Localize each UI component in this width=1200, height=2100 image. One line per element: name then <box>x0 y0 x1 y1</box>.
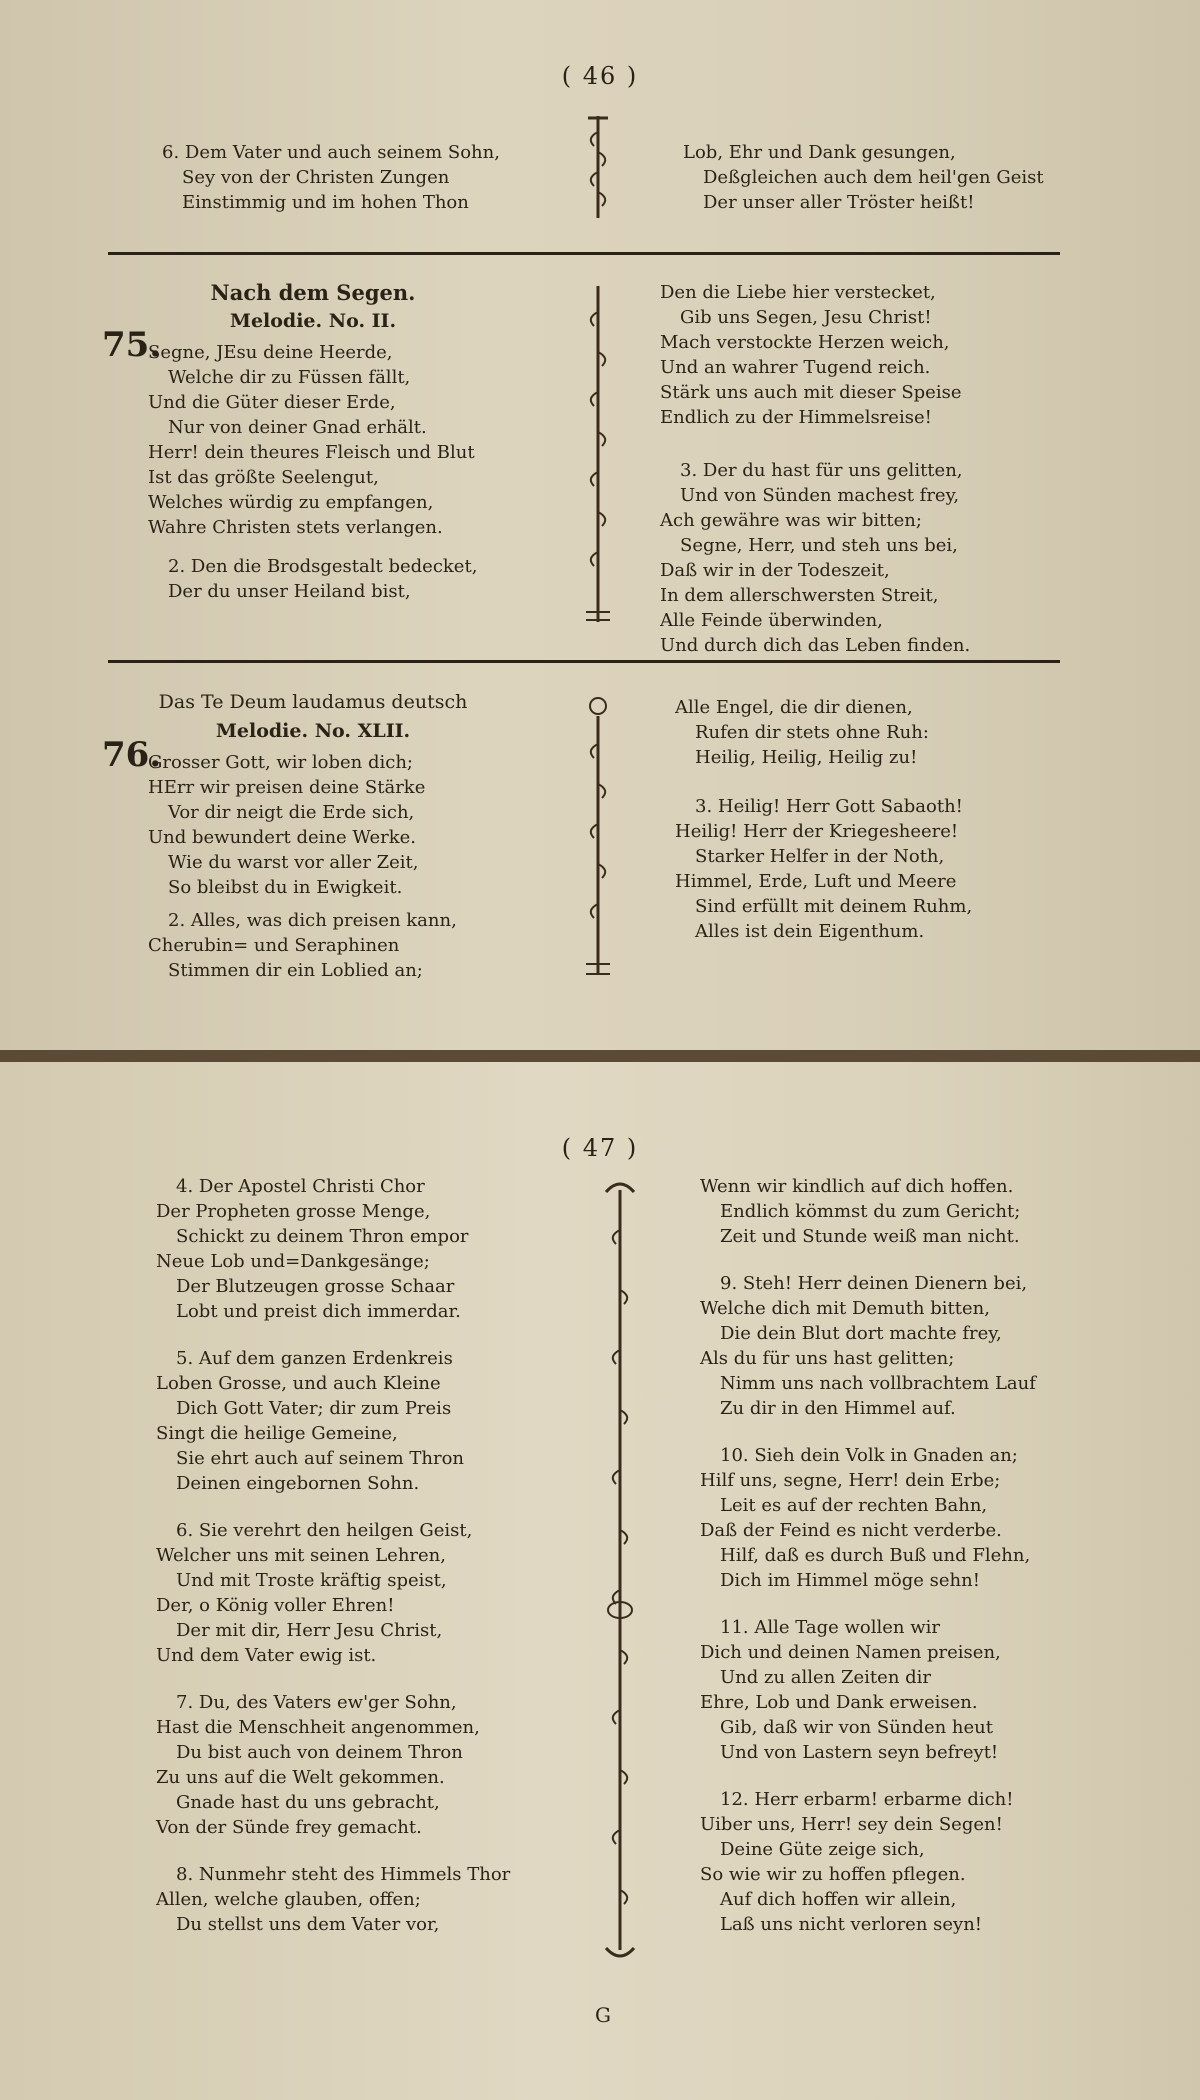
verse-line: Mach verstockte Herzen weich, <box>660 332 950 353</box>
verse-line: Welche dich mit Demuth bitten, <box>700 1298 990 1319</box>
verse-line: Und zu allen Zeiten dir <box>720 1667 932 1688</box>
verse-line: Vor dir neigt die Erde sich, <box>168 802 415 823</box>
verse-line: 11. Alle Tage wollen wir <box>720 1617 940 1638</box>
verse-line: Endlich kömmst du zum Gericht; <box>720 1201 1021 1222</box>
verse-line: Der Blutzeugen grosse Schaar <box>176 1276 455 1297</box>
verse-line: Welcher uns mit seinen Lehren, <box>156 1545 446 1566</box>
verse-line: Sie ehrt auch auf seinem Thron <box>176 1448 465 1469</box>
vine-ornament-icon <box>578 282 618 632</box>
verse-line: Und von Lastern seyn befreyt! <box>720 1742 999 1763</box>
verse-line: Und von Sünden machest frey, <box>680 485 960 506</box>
verse-line: Gib uns Segen, Jesu Christ! <box>680 307 932 328</box>
verse-line: Endlich zu der Himmelsreise! <box>660 407 932 428</box>
verse-line: Wie du warst vor aller Zeit, <box>168 852 419 873</box>
verse-line: Der unser aller Tröster heißt! <box>703 192 975 213</box>
verse-line: Alles ist dein Eigenthum. <box>695 921 925 942</box>
verse-line: Der, o König voller Ehren! <box>156 1595 395 1616</box>
verse-line: Uiber uns, Herr! sey dein Segen! <box>700 1814 1003 1835</box>
verse-line: 6. Sie verehrt den heilgen Geist, <box>176 1520 473 1541</box>
verse-line: Alle Engel, die dir dienen, <box>675 697 913 718</box>
verse-line: Heilig! Herr der Kriegesheere! <box>675 821 959 842</box>
verse-line: 3. Der du hast für uns gelitten, <box>680 460 963 481</box>
verse-line: Und durch dich das Leben finden. <box>660 635 971 656</box>
verse-line: Und mit Troste kräftig speist, <box>176 1570 447 1591</box>
hymn-75-right <box>660 280 970 658</box>
verse-line: Lob, Ehr und Dank gesungen, <box>683 142 956 163</box>
verse-line: Welche dir zu Füssen fällt, <box>168 367 411 388</box>
page-47-right-column <box>700 1174 1036 1937</box>
verse-line: Loben Grosse, und auch Kleine <box>156 1373 441 1394</box>
verse-line: Und an wahrer Tugend reich. <box>660 357 931 378</box>
verse-line: Nimm uns nach vollbrachtem Lauf <box>720 1373 1036 1394</box>
verse-line: Stimmen dir ein Loblied an; <box>168 960 423 981</box>
hymn-76-right <box>675 695 972 944</box>
verse-line: HErr wir preisen deine Stärke <box>148 777 426 798</box>
verse-line: Herr! dein theures Fleisch und Blut <box>148 442 475 463</box>
verse-line: Starker Helfer in der Noth, <box>695 846 945 867</box>
verse-line: Und die Güter dieser Erde, <box>148 392 396 413</box>
verse-line: Wahre Christen stets verlangen. <box>148 517 443 538</box>
verse-line: Cherubin= und Seraphinen <box>148 935 400 956</box>
hymn-title: Nach dem Segen. <box>210 280 416 305</box>
verse-line: Alle Feinde überwinden, <box>660 610 883 631</box>
hymn-number: 76. <box>102 735 162 775</box>
verse-line: 2. Den die Brodsgestalt bedecket, <box>168 556 478 577</box>
vine-ornament-icon <box>600 1180 640 1960</box>
verse-line: Wenn wir kindlich auf dich hoffen. <box>700 1176 1014 1197</box>
hymn-title: Das Te Deum laudamus deutsch <box>158 691 468 713</box>
verse-line: Von der Sünde frey gemacht. <box>156 1817 422 1838</box>
verse-line: In dem allerschwersten Streit, <box>660 585 939 606</box>
verse-line: Daß der Feind es nicht verderbe. <box>700 1520 1002 1541</box>
verse-line: Die dein Blut dort machte frey, <box>720 1323 1002 1344</box>
divider-rule <box>108 252 1060 255</box>
verse-line: Und bewundert deine Werke. <box>148 827 416 848</box>
verse-line: Du stellst uns dem Vater vor, <box>176 1914 440 1935</box>
verse-line: Deine Güte zeige sich, <box>720 1839 925 1860</box>
verse-line: Schickt zu deinem Thron empor <box>176 1226 469 1247</box>
top-verse-right <box>683 140 1044 215</box>
verse-line: Gib, daß wir von Sünden heut <box>720 1717 993 1738</box>
hymn-number: 75. <box>102 325 162 365</box>
page-47 <box>0 1062 1200 2100</box>
verse-line: Ehre, Lob und Dank erweisen. <box>700 1692 978 1713</box>
verse-line: Heilig, Heilig, Heilig zu! <box>695 747 918 768</box>
verse-line: 10. Sieh dein Volk in Gnaden an; <box>720 1445 1018 1466</box>
verse-line: Himmel, Erde, Luft und Meere <box>675 871 957 892</box>
verse-line: Grosser Gott, wir loben dich; <box>148 752 413 773</box>
verse-line: Deßgleichen auch dem heil'gen Geist <box>703 167 1044 188</box>
divider-rule <box>108 660 1060 663</box>
vine-ornament-icon <box>578 112 618 222</box>
verse-line: Rufen dir stets ohne Ruh: <box>695 722 929 743</box>
verse-line: Hilf, daß es durch Buß und Flehn, <box>720 1545 1031 1566</box>
verse-line: Singt die heilige Gemeine, <box>156 1423 398 1444</box>
verse-line: 3. Heilig! Herr Gott Sabaoth! <box>695 796 963 817</box>
verse-line: Leit es auf der rechten Bahn, <box>720 1495 988 1516</box>
verse-line: Laß uns nicht verloren seyn! <box>720 1914 983 1935</box>
verse-line: So bleibst du in Ewigkeit. <box>168 877 403 898</box>
verse-line: Hast die Menschheit angenommen, <box>156 1717 480 1738</box>
verse-line: So wie wir zu hoffen pflegen. <box>700 1864 966 1885</box>
melody-line: Melodie. No. XLII. <box>215 720 411 742</box>
verse-line: Allen, welche glauben, offen; <box>156 1889 421 1910</box>
page-47-left-column <box>156 1174 510 1937</box>
verse-line: 12. Herr erbarm! erbarme dich! <box>720 1789 1014 1810</box>
verse-line: Deinen eingebornen Sohn. <box>176 1473 420 1494</box>
verse-line: Ist das größte Seelengut, <box>148 467 379 488</box>
verse-line: 4. Der Apostel Christi Chor <box>176 1176 425 1197</box>
verse-line: Dich im Himmel möge sehn! <box>720 1570 980 1591</box>
signature-mark: G <box>595 2003 611 2027</box>
verse-line: Dich und deinen Namen preisen, <box>700 1642 1001 1663</box>
verse-line: Sind erfüllt mit deinem Ruhm, <box>695 896 973 917</box>
melody-line: Melodie. No. II. <box>229 310 397 332</box>
verse-line: Sey von der Christen Zungen <box>182 167 450 188</box>
verse-line: Neue Lob und=Dankgesänge; <box>156 1251 430 1272</box>
hymn-76-left <box>102 690 478 983</box>
verse-line: Zeit und Stunde weiß man nicht. <box>720 1226 1020 1247</box>
verse-line: Der mit dir, Herr Jesu Christ, <box>176 1620 443 1641</box>
vine-ornament-icon <box>578 694 618 984</box>
verse-line: Einstimmig und im hohen Thon <box>182 192 469 213</box>
verse-line: 9. Steh! Herr deinen Dienern bei, <box>720 1273 1028 1294</box>
verse-line: Hilf uns, segne, Herr! dein Erbe; <box>700 1470 1001 1491</box>
verse-line: Du bist auch von deinem Thron <box>176 1742 463 1763</box>
verse-line: Ach gewähre was wir bitten; <box>660 510 922 531</box>
verse-line: 5. Auf dem ganzen Erdenkreis <box>176 1348 453 1369</box>
verse-line: 2. Alles, was dich preisen kann, <box>168 910 457 931</box>
verse-line: Als du für uns hast gelitten; <box>700 1348 955 1369</box>
verse-line: Der Propheten grosse Menge, <box>156 1201 431 1222</box>
verse-line: Welches würdig zu empfangen, <box>148 492 434 513</box>
verse-line: Lobt und preist dich immerdar. <box>176 1301 461 1322</box>
verse-line: 8. Nunmehr steht des Himmels Thor <box>176 1864 511 1885</box>
page-gap <box>0 1050 1200 1062</box>
page-number: ( 47 ) <box>561 1134 639 1162</box>
top-verse-left <box>162 140 500 215</box>
verse-line: Segne, Herr, und steh uns bei, <box>680 535 958 556</box>
verse-line: 6. Dem Vater und auch seinem Sohn, <box>162 142 500 163</box>
verse-line: Und dem Vater ewig ist. <box>156 1645 377 1666</box>
verse-line: Zu uns auf die Welt gekommen. <box>156 1767 445 1788</box>
verse-line: Stärk uns auch mit dieser Speise <box>660 382 962 403</box>
verse-line: Dich Gott Vater; dir zum Preis <box>176 1398 452 1419</box>
verse-line: Den die Liebe hier verstecket, <box>660 282 936 303</box>
verse-line: Auf dich hoffen wir allein, <box>720 1889 957 1910</box>
hymn-75-left <box>102 280 478 604</box>
page-number: ( 46 ) <box>561 62 639 90</box>
verse-line: Zu dir in den Himmel auf. <box>720 1398 956 1419</box>
verse-line: 7. Du, des Vaters ew'ger Sohn, <box>176 1692 457 1713</box>
verse-line: Daß wir in der Todeszeit, <box>660 560 890 581</box>
verse-line: Nur von deiner Gnad erhält. <box>168 417 427 438</box>
verse-line: Der du unser Heiland bist, <box>168 581 411 602</box>
verse-line: Gnade hast du uns gebracht, <box>176 1792 440 1813</box>
verse-line: Segne, JEsu deine Heerde, <box>148 342 393 363</box>
